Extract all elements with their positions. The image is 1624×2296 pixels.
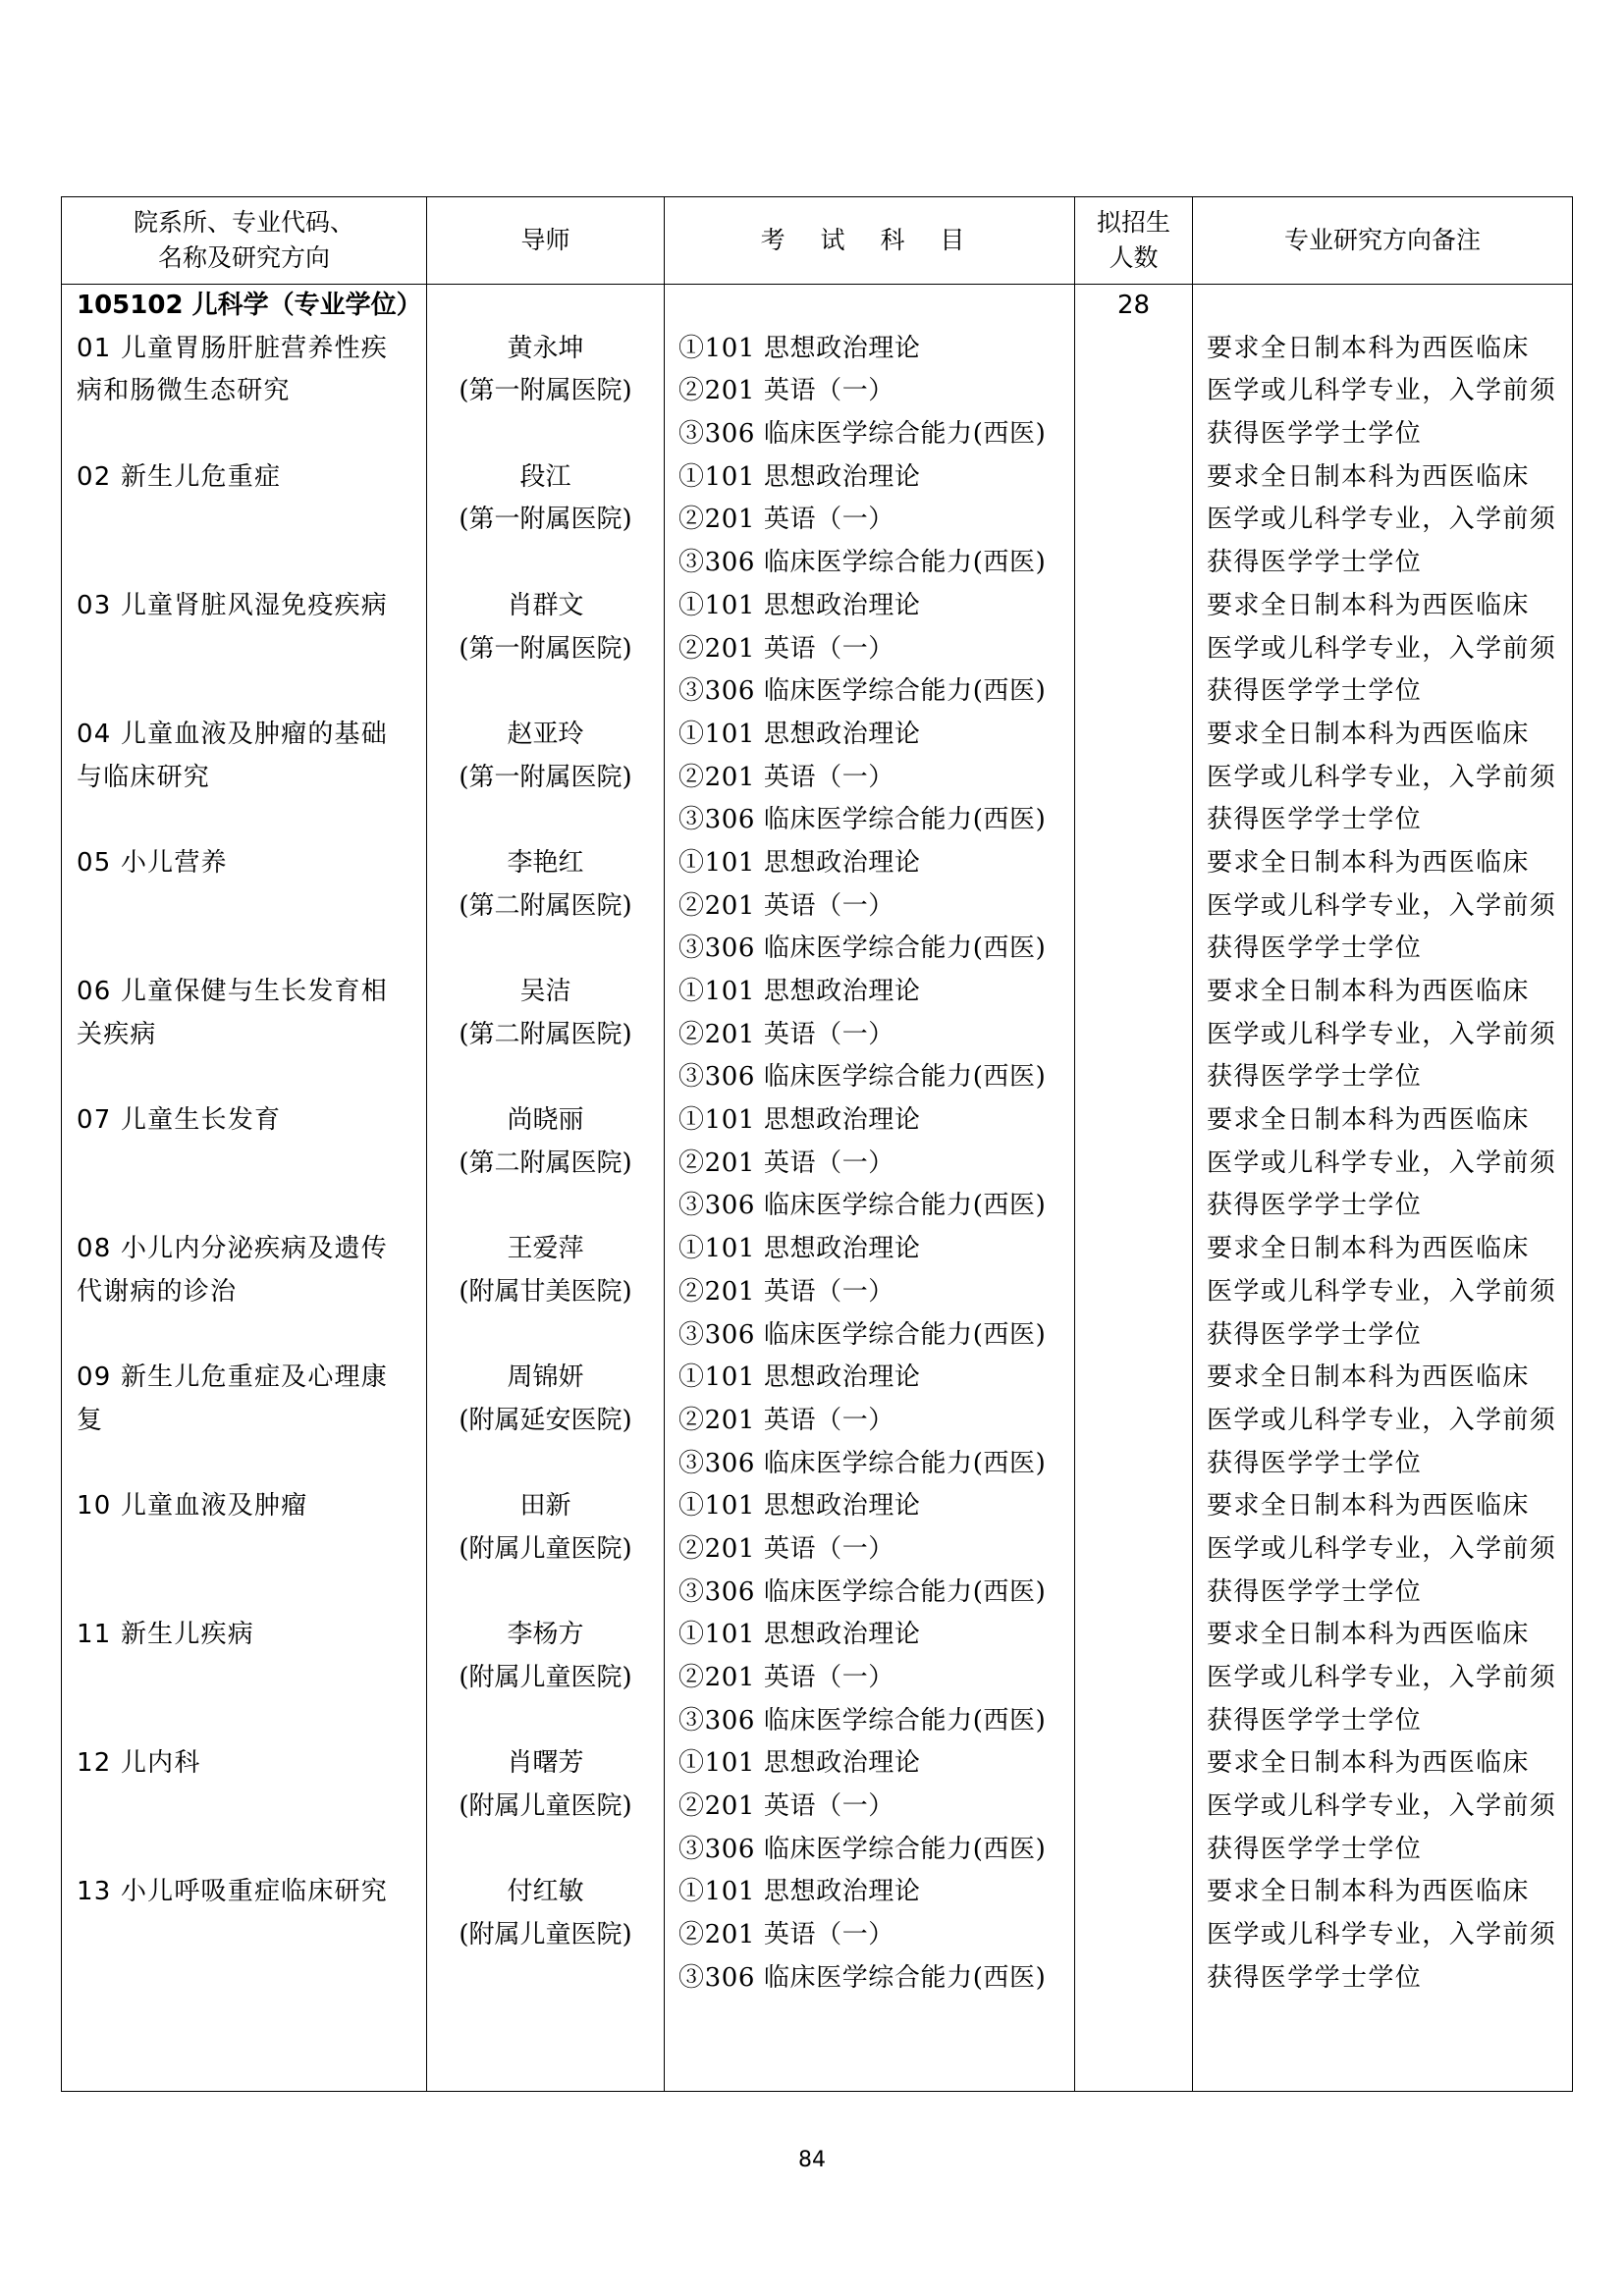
- spacer: [1075, 1957, 1192, 2001]
- spacer: [1075, 1400, 1192, 1443]
- exam-subject: ③306 临床医学综合能力(西医): [678, 1191, 1047, 1221]
- note-line: 医学或儿科学专业，入学前须: [1207, 890, 1557, 921]
- direction-column: [62, 285, 427, 2092]
- note-line: 要求全日制本科为西医临床: [1207, 1620, 1530, 1650]
- note-line: 要求全日制本科为西医临床: [1207, 977, 1530, 1006]
- spacer: [1075, 1614, 1192, 1657]
- note-line: 医学或儿科学专业，入学前须: [1207, 633, 1557, 664]
- spacer: [1075, 499, 1192, 542]
- note-line: 获得医学学士学位: [1207, 548, 1423, 578]
- note-line: 获得医学学士学位: [1207, 1576, 1423, 1607]
- advisor-hospital: (第二附属医院): [459, 1148, 632, 1178]
- note-line: 医学或儿科学专业，入学前须: [1207, 1276, 1557, 1307]
- spacer: [427, 285, 664, 328]
- spacer: [1075, 1657, 1192, 1700]
- spacer: [1075, 1786, 1192, 1829]
- spacer: [62, 670, 426, 714]
- direction-line: 01 儿童胃肠肝脏营养性疾: [77, 333, 388, 363]
- spacer: [62, 885, 426, 929]
- note-line: 获得医学学士学位: [1207, 419, 1423, 450]
- note-line: 要求全日制本科为西医临床: [1207, 1362, 1530, 1393]
- spacer: [427, 1572, 664, 1615]
- direction-line: 09 新生儿危重症及心理康: [77, 1362, 388, 1393]
- page-number: 84: [798, 2148, 826, 2172]
- note-line: 医学或儿科学专业，入学前须: [1207, 1148, 1557, 1178]
- spacer: [1075, 1271, 1192, 1314]
- spacer: [427, 1700, 664, 1743]
- spacer: [62, 1143, 426, 1186]
- note-line: 获得医学学士学位: [1207, 805, 1423, 835]
- exam-subject: ③306 临床医学综合能力(西医): [678, 1062, 1047, 1093]
- direction-line: 与临床研究: [77, 762, 211, 792]
- exam-subject: ②201 英语（一）: [678, 1663, 894, 1692]
- note-line: 获得医学学士学位: [1207, 1962, 1423, 1993]
- note-line: 医学或儿科学专业，入学前须: [1207, 376, 1557, 406]
- exam-subject: ①101 思想政治理论: [678, 1362, 921, 1393]
- header-direction-line-1: 院系所、专业代码、: [133, 208, 354, 237]
- spacer: [62, 1185, 426, 1228]
- major-quota: 28: [1116, 291, 1151, 320]
- exam-subject: ②201 英语（一）: [678, 633, 894, 664]
- exam-subject: ②201 英语（一）: [678, 1533, 894, 1564]
- direction-line: 12 儿内科: [77, 1748, 201, 1779]
- exam-subject: ②201 英语（一）: [678, 376, 894, 406]
- direction-line: 关疾病: [77, 1019, 157, 1049]
- exam-subject: ①101 思想政治理论: [678, 333, 921, 363]
- spacer: [1075, 799, 1192, 842]
- direction-line: 10 儿童血液及肿瘤: [77, 1491, 308, 1522]
- spacer: [1075, 1871, 1192, 1914]
- note-line: 要求全日制本科为西医临床: [1207, 1105, 1530, 1136]
- advisor-name: 田新: [519, 1491, 571, 1522]
- exam-subject: ②201 英语（一）: [678, 1405, 894, 1435]
- spacer: [62, 413, 426, 456]
- advisor-hospital: (附属延安医院): [459, 1405, 632, 1435]
- exam-subject: ③306 临床医学综合能力(西医): [678, 1448, 1047, 1478]
- spacer: [62, 628, 426, 671]
- spacer: [1075, 842, 1192, 885]
- spacer: [62, 1056, 426, 1099]
- note-line: 医学或儿科学专业，入学前须: [1207, 762, 1557, 792]
- exam-subject: ①101 思想政治理论: [678, 1234, 921, 1264]
- spacer: [1075, 885, 1192, 929]
- spacer: [1075, 757, 1192, 800]
- table-bottom-spacer: [1075, 2001, 1192, 2091]
- note-line: 要求全日制本科为西医临床: [1207, 333, 1530, 363]
- exam-subject: ③306 临床医学综合能力(西医): [678, 1834, 1047, 1864]
- advisor-hospital: (附属儿童医院): [459, 1920, 632, 1950]
- spacer: [1075, 1528, 1192, 1572]
- subjects-column: [665, 285, 1075, 2092]
- note-line: 要求全日制本科为西医临床: [1207, 1491, 1530, 1522]
- exam-subject: ①101 思想政治理论: [678, 1748, 921, 1779]
- spacer: [427, 1443, 664, 1486]
- table-bottom-spacer: [1193, 2001, 1572, 2091]
- header-notes-label: 专业研究方向备注: [1283, 226, 1481, 254]
- exam-subject: ②201 英语（一）: [678, 890, 894, 921]
- spacer: [1075, 971, 1192, 1014]
- spacer: [1075, 1014, 1192, 1057]
- header-direction-line-2: 名称及研究方向: [157, 243, 330, 272]
- note-line: 要求全日制本科为西医临床: [1207, 847, 1530, 878]
- spacer: [427, 413, 664, 456]
- direction-line: 13 小儿呼吸重症临床研究: [77, 1877, 388, 1907]
- spacer: [1075, 714, 1192, 757]
- exam-subject: ①101 思想政治理论: [678, 1620, 921, 1650]
- spacer: [1075, 1056, 1192, 1099]
- direction-line: 复: [77, 1405, 104, 1435]
- exam-subject: ①101 思想政治理论: [678, 977, 921, 1006]
- spacer: [1075, 328, 1192, 371]
- advisor-hospital: (附属儿童医院): [459, 1663, 632, 1692]
- spacer: [1075, 1485, 1192, 1528]
- spacer: [62, 1957, 426, 2001]
- advisor-column: [427, 285, 665, 2092]
- exam-subject: ②201 英语（一）: [678, 1148, 894, 1178]
- notes-column: [1193, 285, 1573, 2092]
- advisor-hospital: (第一附属医院): [459, 762, 632, 792]
- exam-subject: ①101 思想政治理论: [678, 1877, 921, 1907]
- note-line: 获得医学学士学位: [1207, 1191, 1423, 1221]
- exam-subject: ①101 思想政治理论: [678, 1105, 921, 1136]
- advisor-name: 李杨方: [507, 1620, 584, 1650]
- note-line: 获得医学学士学位: [1207, 1705, 1423, 1735]
- advisor-name: 黄永坤: [507, 333, 584, 363]
- spacer: [1075, 370, 1192, 413]
- exam-subject: ②201 英语（一）: [678, 1920, 894, 1950]
- advisor-name: 王爱萍: [507, 1234, 584, 1264]
- exam-subject: ②201 英语（一）: [678, 762, 894, 792]
- exam-subject: ③306 临床医学综合能力(西医): [678, 1576, 1047, 1607]
- advisor-hospital: (第一附属医院): [459, 376, 632, 406]
- header-advisor-label: 导师: [520, 226, 570, 254]
- table-header-row: [62, 197, 1573, 285]
- spacer: [1075, 1572, 1192, 1615]
- note-line: 要求全日制本科为西医临床: [1207, 1234, 1530, 1264]
- exam-subject: ③306 临床医学综合能力(西医): [678, 934, 1047, 964]
- header-subjects-label: 考 试 科 目: [760, 226, 979, 254]
- exam-subject: ③306 临床医学综合能力(西医): [678, 1705, 1047, 1735]
- spacer: [1075, 1829, 1192, 1872]
- advisor-hospital: (第二附属医院): [459, 1019, 632, 1049]
- advisor-hospital: (附属儿童医院): [459, 1791, 632, 1822]
- table-bottom-spacer: [427, 2001, 664, 2091]
- header-subjects: [665, 197, 1075, 285]
- quota-column: [1075, 285, 1193, 2092]
- spacer: [427, 1829, 664, 1872]
- spacer: [62, 1572, 426, 1615]
- note-line: 医学或儿科学专业，入学前须: [1207, 505, 1557, 535]
- advisor-name: 赵亚玲: [507, 719, 584, 749]
- spacer: [1075, 1357, 1192, 1400]
- spacer: [1075, 585, 1192, 628]
- note-line: 获得医学学士学位: [1207, 1448, 1423, 1478]
- header-direction: [62, 197, 427, 285]
- exam-subject: ③306 临床医学综合能力(西医): [678, 1962, 1047, 1993]
- spacer: [427, 928, 664, 971]
- note-line: 获得医学学士学位: [1207, 934, 1423, 964]
- spacer: [427, 1314, 664, 1358]
- direction-line: 05 小儿营养: [77, 847, 228, 878]
- advisor-hospital: (附属儿童医院): [459, 1533, 632, 1564]
- note-line: 医学或儿科学专业，入学前须: [1207, 1405, 1557, 1435]
- exam-subject: ②201 英语（一）: [678, 1019, 894, 1049]
- exam-subject: ③306 临床医学综合能力(西医): [678, 419, 1047, 450]
- spacer: [427, 1056, 664, 1099]
- note-line: 要求全日制本科为西医临床: [1207, 1877, 1530, 1907]
- direction-line: 08 小儿内分泌疾病及遗传: [77, 1234, 388, 1264]
- spacer: [62, 1914, 426, 1957]
- spacer: [1075, 1914, 1192, 1957]
- spacer: [1075, 628, 1192, 671]
- header-quota-line-1: 拟招生: [1096, 208, 1170, 237]
- direction-line: 07 儿童生长发育: [77, 1105, 282, 1136]
- advisor-name: 周锦妍: [507, 1362, 584, 1393]
- spacer: [427, 542, 664, 585]
- spacer: [62, 1528, 426, 1572]
- spacer: [1075, 413, 1192, 456]
- advisor-hospital: (第二附属医院): [459, 890, 632, 921]
- header-quota-line-2: 人数: [1109, 243, 1159, 272]
- spacer: [62, 1829, 426, 1872]
- spacer: [62, 1443, 426, 1486]
- note-line: 要求全日制本科为西医临床: [1207, 719, 1530, 749]
- note-line: 医学或儿科学专业，入学前须: [1207, 1791, 1557, 1822]
- spacer: [62, 542, 426, 585]
- table-bottom-spacer: [665, 2001, 1074, 2091]
- exam-subject: ③306 临床医学综合能力(西医): [678, 805, 1047, 835]
- note-line: 获得医学学士学位: [1207, 1319, 1423, 1350]
- advisor-hospital: (附属甘美医院): [459, 1276, 632, 1307]
- spacer: [427, 1185, 664, 1228]
- spacer: [1075, 1742, 1192, 1786]
- spacer: [1075, 1314, 1192, 1358]
- spacer: [1193, 285, 1572, 328]
- direction-line: 06 儿童保健与生长发育相: [77, 977, 388, 1006]
- advisor-hospital: (第一附属医院): [459, 633, 632, 664]
- advisor-name: 李艳红: [507, 847, 584, 878]
- major-title: 105102 儿科学（专业学位）: [77, 291, 422, 320]
- note-line: 医学或儿科学专业，入学前须: [1207, 1920, 1557, 1950]
- spacer: [62, 1314, 426, 1358]
- spacer: [1075, 1099, 1192, 1143]
- note-line: 获得医学学士学位: [1207, 1834, 1423, 1864]
- direction-line: 03 儿童肾脏风湿免疫疾病: [77, 590, 388, 620]
- advisor-name: 吴洁: [519, 977, 571, 1006]
- spacer: [1075, 670, 1192, 714]
- direction-line: 代谢病的诊治: [77, 1276, 238, 1307]
- note-line: 医学或儿科学专业，入学前须: [1207, 1019, 1557, 1049]
- exam-subject: ①101 思想政治理论: [678, 1491, 921, 1522]
- header-notes: [1193, 197, 1573, 285]
- spacer: [427, 670, 664, 714]
- spacer: [62, 499, 426, 542]
- direction-line: 02 新生儿危重症: [77, 461, 282, 492]
- advisor-hospital: (第一附属医院): [459, 505, 632, 535]
- spacer: [427, 1957, 664, 2001]
- exam-subject: ①101 思想政治理论: [678, 719, 921, 749]
- exam-subject: ①101 思想政治理论: [678, 590, 921, 620]
- spacer: [1075, 542, 1192, 585]
- note-line: 获得医学学士学位: [1207, 1062, 1423, 1093]
- header-quota: [1075, 197, 1193, 285]
- direction-line: 04 儿童血液及肿瘤的基础: [77, 719, 388, 749]
- direction-line: 病和肠微生态研究: [77, 376, 291, 406]
- note-line: 医学或儿科学专业，入学前须: [1207, 1533, 1557, 1564]
- spacer: [1075, 1185, 1192, 1228]
- advisor-name: 肖曙芳: [507, 1748, 584, 1779]
- spacer: [1075, 1228, 1192, 1271]
- exam-subject: ②201 英语（一）: [678, 1276, 894, 1307]
- spacer: [62, 799, 426, 842]
- spacer: [1075, 928, 1192, 971]
- spacer: [62, 1700, 426, 1743]
- exam-subject: ③306 临床医学综合能力(西医): [678, 676, 1047, 707]
- note-line: 要求全日制本科为西医临床: [1207, 1748, 1530, 1779]
- exam-subject: ③306 临床医学综合能力(西医): [678, 548, 1047, 578]
- table-bottom-spacer: [62, 2001, 426, 2091]
- enrollment-table: [61, 196, 1573, 2092]
- spacer: [1075, 1700, 1192, 1743]
- exam-subject: ①101 思想政治理论: [678, 461, 921, 492]
- spacer: [1075, 456, 1192, 500]
- spacer: [1075, 1143, 1192, 1186]
- spacer: [62, 1657, 426, 1700]
- spacer: [62, 928, 426, 971]
- advisor-name: 尚晓丽: [507, 1105, 584, 1136]
- direction-line: 11 新生儿疾病: [77, 1620, 254, 1650]
- advisor-name: 段江: [519, 461, 571, 492]
- exam-subject: ①101 思想政治理论: [678, 847, 921, 878]
- header-advisor: [427, 197, 665, 285]
- note-line: 要求全日制本科为西医临床: [1207, 590, 1530, 620]
- exam-subject: ②201 英语（一）: [678, 1791, 894, 1822]
- advisor-name: 付红敏: [507, 1877, 584, 1907]
- spacer: [62, 1786, 426, 1829]
- note-line: 要求全日制本科为西医临床: [1207, 461, 1530, 492]
- spacer: [1075, 1443, 1192, 1486]
- note-line: 医学或儿科学专业，入学前须: [1207, 1663, 1557, 1692]
- table-body-row: [62, 285, 1573, 2092]
- note-line: 获得医学学士学位: [1207, 676, 1423, 707]
- exam-subject: ②201 英语（一）: [678, 505, 894, 535]
- spacer: [665, 285, 1074, 328]
- advisor-name: 肖群文: [507, 590, 584, 620]
- exam-subject: ③306 临床医学综合能力(西医): [678, 1319, 1047, 1350]
- spacer: [427, 799, 664, 842]
